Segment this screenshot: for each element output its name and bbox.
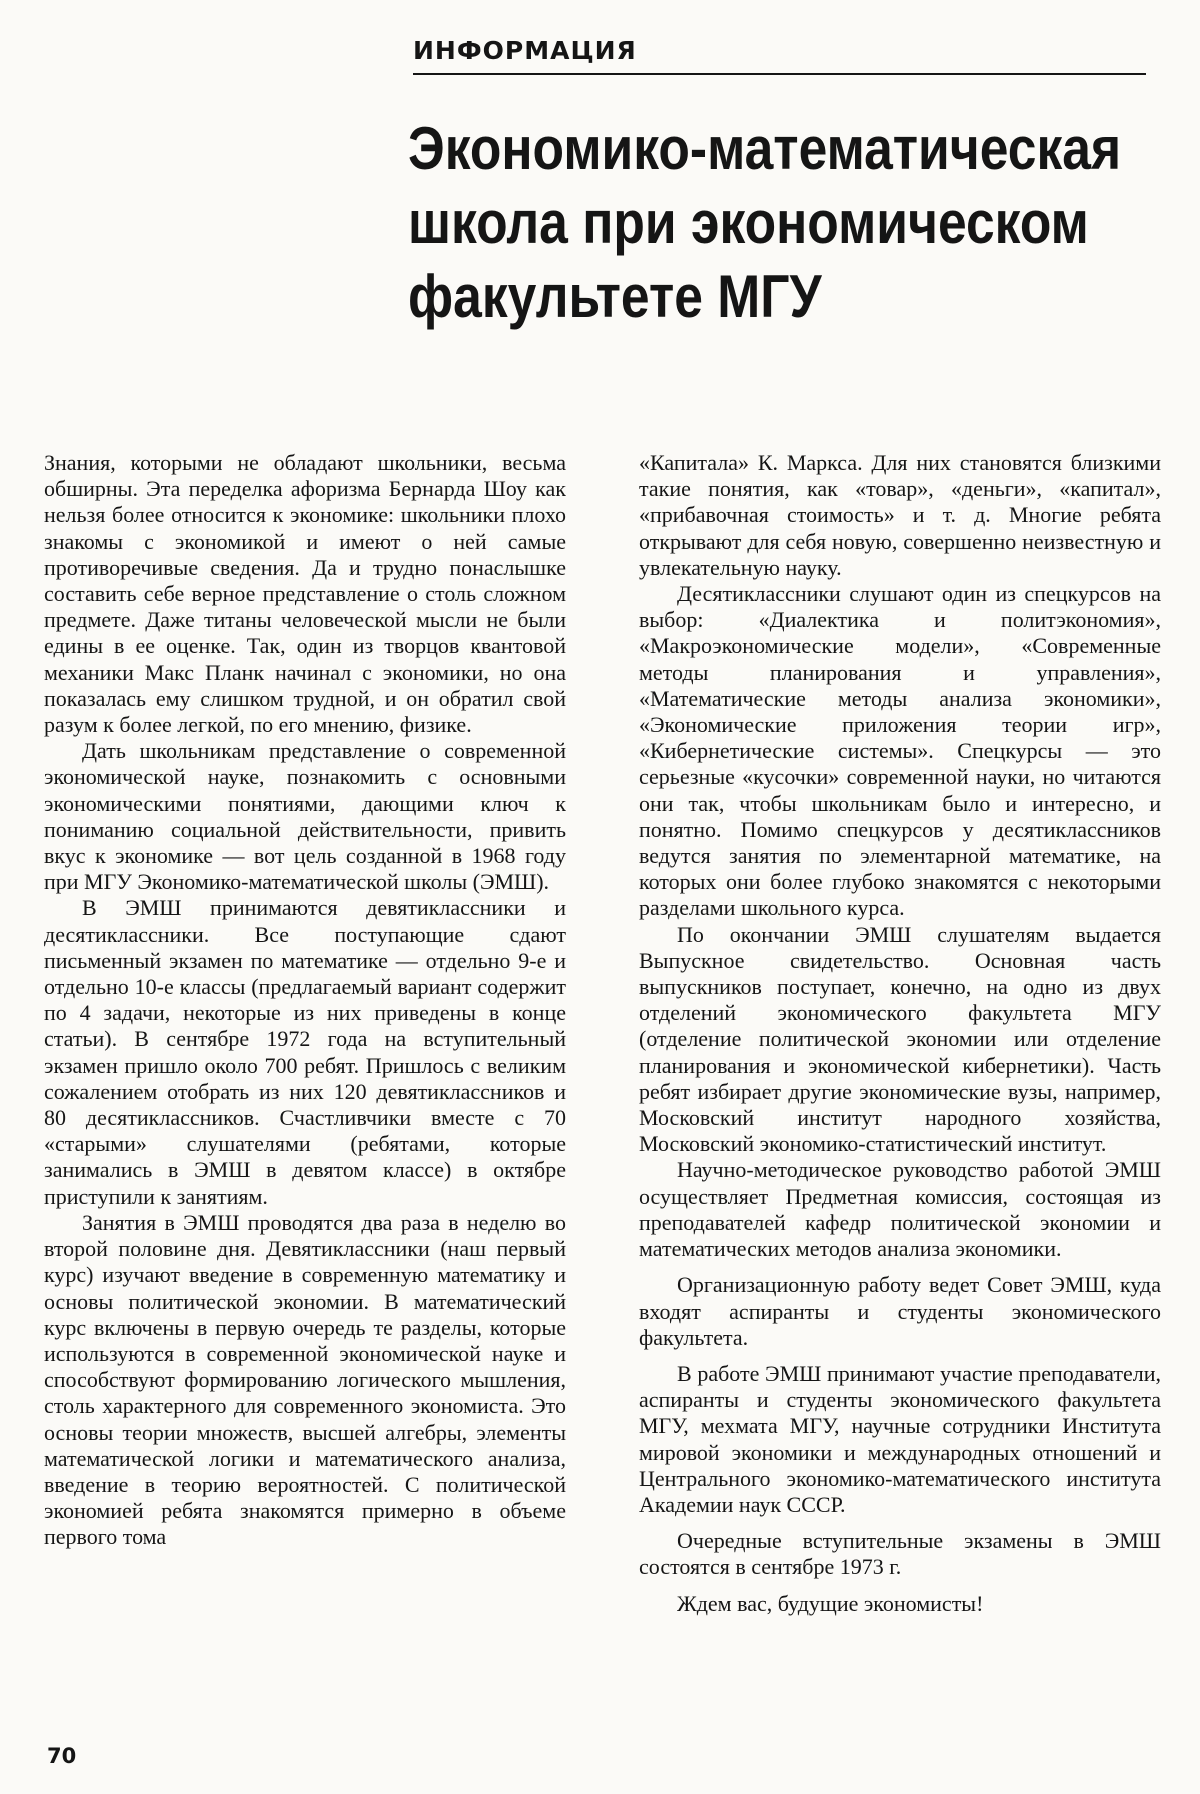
article-title <box>408 112 1122 334</box>
paragraph: Дать школьникам представление о современной экономической науке, познакомить с основными экономическими понятиями, дающими ключ к пониманию социальной действительности, привить вкус к экономике — вот цель созданной в 1968 году при МГУ Экономико-математической школы (ЭМШ). <box>44 738 566 895</box>
paragraph: «Капитала» К. Маркса. Для них становятся близкими такие понятия, как «товар», «деньги», «капитал», «прибавочная стоимость» и т. д. Многие ребята открывают для себя новую, совершенно неизвестную и увлекательную науку. <box>639 450 1161 580</box>
article-column-right <box>639 450 1161 1617</box>
title-line-1: Экономико-математическая <box>408 115 1122 182</box>
paragraph: Научно-методическое руководство работой ЭМШ осуществляет Предметная комиссия, состоящая из преподавателей кафедр политической экономии и математических методов анализа экономики. <box>639 1157 1161 1262</box>
page-number: 70 <box>47 1744 77 1768</box>
title-line-3: факультете МГУ <box>408 263 822 330</box>
header-rule <box>413 73 1146 75</box>
paragraph: Знания, которыми не обладают школьники, весьма обширны. Эта переделка афоризма Бернарда Шоу как нельзя более относится к экономике: школьники плохо знакомы с экономикой и имеют о ней самые противоречивые сведения. Да и трудно понаслышке составить себе верное представление о столь сложном предмете. Даже титаны человеческой мысли не были едины в ее оценке. Так, один из творцов квантовой механики Макс Планк начинал с экономики, но она показалась ему слишком трудной, и он обратил свой разум к более легкой, по его мнению, физике. <box>44 450 566 738</box>
paragraph: Занятия в ЭМШ проводятся два раза в неделю во второй половине дня. Девятиклассники (наш первый курс) изучают введение в современную математику и основы политической экономии. В математический курс включены в первую очередь те разделы, которые используются в современной экономической науке и способствуют формированию логического мышления, столь характерного для современного экономиста. Это основы теории множеств, высшей алгебры, элементы математической логики и математического анализа, введение в теорию вероятностей. С политической экономией ребята знакомятся примерно в объеме первого тома <box>44 1209 566 1550</box>
paragraph: Организационную работу ведет Совет ЭМШ, куда входят аспиранты и студенты экономического факультета. <box>639 1272 1161 1350</box>
title-line-2: школа при экономическом <box>408 189 1089 256</box>
paragraph: Очередные вступительные экзамены в ЭМШ состоятся в сентябре 1973 г. <box>639 1528 1161 1580</box>
paragraph: По окончании ЭМШ слушателям выдается Выпускное свидетельство. Основная часть выпускников поступает, конечно, на одно из двух отделений экономического факультета МГУ (отделение политической экономии или отделение планирования и экономической кибернетики). Часть ребят избирает другие экономические вузы, например, Московский институт народного хозяйства, Московский экономико-статистический институт. <box>639 921 1161 1157</box>
section-label: ИНФОРМАЦИЯ <box>413 36 637 65</box>
closing-line: Ждем вас, будущие экономисты! <box>677 1590 984 1616</box>
paragraph: Десятиклассники слушают один из спецкурсов на выбор: «Диалектика и политэкономия», «Макроэкономические модели», «Современные методы планирования и управления», «Математические методы анализа экономики», «Экономические приложения теории игр», «Кибернетические системы». Спецкурсы — это серьезные «кусочки» современной науки, но читаются они так, чтобы школьникам было и интересно, и понятно. Помимо спецкурсов у десятиклассников ведутся занятия по элементарной математике, на которых они более глубоко знакомятся с некоторыми разделами школьного курса. <box>639 581 1161 921</box>
paragraph: В ЭМШ принимаются девятиклассники и десятиклассники. Все поступающие сдают письменный экзамен по математике — отдельно 9-е и отдельно 10-е классы (предлагаемый вариант содержит по 4 задачи, некоторые из них приведены в конце статьи). В сентябре 1972 года на вступительный экзамен пришло около 700 ребят. Пришлось с великим сожалением отобрать из них 120 девятиклассников и 80 десятиклассников. Счастливчики вместе с 70 «старыми» слушателями (ребятами, которые занимались в ЭМШ в девятом классе) в октябре приступили к занятиям. <box>44 895 566 1209</box>
article-column-left <box>44 450 566 1551</box>
paragraph: В работе ЭМШ принимают участие преподаватели, аспиранты и студенты экономического факультета МГУ, мехмата МГУ, научные сотрудники Института мировой экономики и международных отношений и Центрального экономико-математического института Академии наук СССР. <box>639 1360 1161 1517</box>
